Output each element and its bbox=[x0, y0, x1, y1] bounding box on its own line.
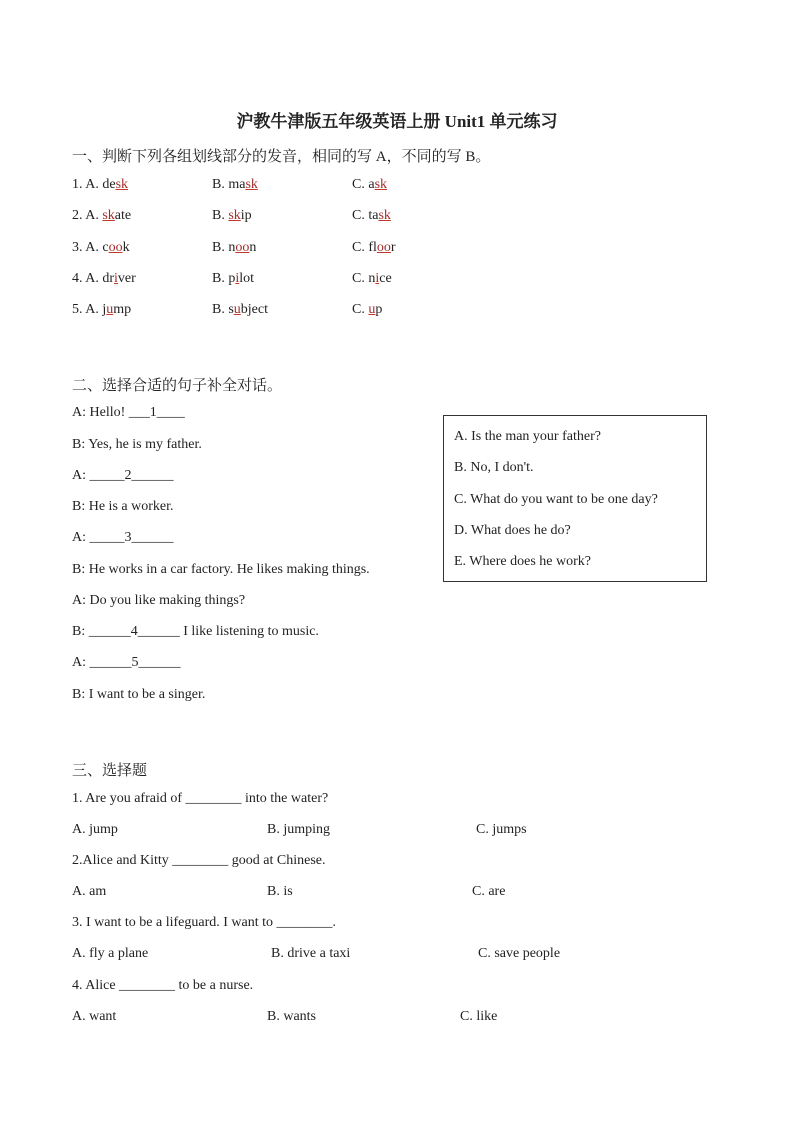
dialogue-line: A: Hello! ___1____ bbox=[72, 405, 185, 420]
word-option-c bbox=[352, 240, 396, 256]
dialogue-line: B: I want to be a singer. bbox=[72, 687, 206, 702]
page-title: 沪教牛津版五年级英语上册 Unit1 单元练习 bbox=[236, 112, 558, 131]
word-option-a bbox=[72, 177, 128, 193]
underlined-letters: sk bbox=[228, 208, 241, 223]
word-prefix: fl bbox=[368, 240, 377, 255]
underlined-letters: sk bbox=[245, 177, 258, 192]
dialogue-line: A: Do you like making things? bbox=[72, 593, 246, 608]
word-suffix: ver bbox=[117, 271, 136, 286]
word-label: C. bbox=[352, 208, 369, 223]
word-option-c bbox=[352, 177, 387, 193]
word-label: B. bbox=[212, 271, 229, 286]
word-prefix: j bbox=[102, 302, 107, 317]
dialogue-line: B: He is a worker. bbox=[72, 499, 174, 514]
word-suffix: ip bbox=[240, 208, 252, 223]
word-prefix: de bbox=[102, 177, 116, 192]
word-label: B. bbox=[212, 240, 229, 255]
word-label: C. bbox=[352, 177, 369, 192]
word-option-b bbox=[212, 177, 258, 193]
option-b: B. No, I don't. bbox=[454, 460, 534, 475]
dialogue-line: A: _____2______ bbox=[72, 468, 174, 483]
word-label: 3. A. bbox=[72, 240, 103, 255]
underlined-letters: u bbox=[368, 302, 376, 317]
answer-b: B. is bbox=[267, 884, 293, 899]
question-text: 1. Are you afraid of ________ into the water? bbox=[72, 791, 329, 806]
word-label: B. bbox=[212, 302, 229, 317]
answer-c: C. save people bbox=[478, 946, 561, 961]
word-option-b bbox=[212, 208, 252, 224]
answer-c: C. are bbox=[472, 884, 506, 899]
underlined-letters: sk bbox=[115, 177, 129, 192]
word-option-b bbox=[212, 302, 268, 318]
underlined-letters: oo bbox=[108, 240, 123, 255]
dialogue-line: A: _____3______ bbox=[72, 530, 174, 545]
option-c: C. What do you want to be one day? bbox=[454, 492, 658, 507]
word-label: B. bbox=[212, 208, 229, 223]
word-label: 4. A. bbox=[72, 271, 103, 286]
dialogue-line: B: He works in a car factory. He likes making things. bbox=[72, 562, 370, 577]
answer-a: A. am bbox=[72, 884, 107, 899]
answer-b: B. wants bbox=[267, 1009, 316, 1024]
section3-heading: 三、选择题 bbox=[72, 763, 148, 779]
word-label: C. bbox=[352, 302, 369, 317]
word-suffix: lot bbox=[239, 271, 255, 286]
option-d: D. What does he do? bbox=[454, 523, 571, 538]
word-prefix: p bbox=[228, 271, 236, 286]
word-option-b bbox=[212, 240, 256, 256]
dialogue-line: A: ______5______ bbox=[72, 655, 181, 670]
section2-heading: 二、选择合适的句子补全对话。 bbox=[72, 378, 283, 394]
underlined-letters: i bbox=[235, 271, 240, 286]
word-suffix: n bbox=[249, 240, 257, 255]
options-box bbox=[443, 415, 707, 582]
underlined-letters: u bbox=[106, 302, 114, 317]
question-text: 3. I want to be a lifeguard. I want to ________. bbox=[72, 915, 336, 930]
underlined-letters: i bbox=[114, 271, 118, 286]
underlined-letters: sk bbox=[102, 208, 115, 223]
word-option-a bbox=[72, 302, 131, 318]
section1-heading: 一、判断下列各组划线部分的发音，相同的写 A，不同的写 B。 bbox=[72, 149, 491, 165]
word-label: C. bbox=[352, 240, 369, 255]
word-suffix: r bbox=[390, 240, 396, 255]
word-label: 1. A. bbox=[72, 177, 103, 192]
word-suffix: mp bbox=[113, 302, 132, 317]
underlined-letters: sk bbox=[378, 208, 391, 223]
answer-b: B. drive a taxi bbox=[271, 946, 351, 961]
word-suffix: p bbox=[375, 302, 383, 317]
word-prefix: ma bbox=[228, 177, 246, 192]
word-prefix: n bbox=[368, 271, 376, 286]
answer-a: A. jump bbox=[72, 822, 118, 837]
underlined-letters: sk bbox=[374, 177, 388, 192]
answer-c: C. like bbox=[460, 1009, 498, 1024]
answer-c: C. jumps bbox=[476, 822, 527, 837]
question-text: 4. Alice ________ to be a nurse. bbox=[72, 978, 254, 993]
word-option-a bbox=[72, 208, 131, 224]
underlined-letters: oo bbox=[376, 240, 391, 255]
question-text: 2.Alice and Kitty ________ good at Chinese. bbox=[72, 853, 326, 868]
word-suffix: ate bbox=[114, 208, 132, 223]
answer-a: A. fly a plane bbox=[72, 946, 149, 961]
dialogue-line: B: Yes, he is my father. bbox=[72, 437, 202, 452]
dialogue-line: B: ______4______ I like listening to music. bbox=[72, 624, 319, 639]
word-label: B. bbox=[212, 177, 229, 192]
word-suffix: ce bbox=[379, 271, 392, 286]
word-label: 5. A. bbox=[72, 302, 103, 317]
word-label: 2. A. bbox=[72, 208, 103, 223]
word-suffix: bject bbox=[240, 302, 269, 317]
word-option-c bbox=[352, 302, 382, 318]
word-option-c bbox=[352, 208, 391, 224]
word-suffix: k bbox=[122, 240, 130, 255]
word-option-b bbox=[212, 271, 254, 287]
word-prefix: ta bbox=[368, 208, 379, 223]
option-a: A. Is the man your father? bbox=[454, 429, 601, 444]
word-prefix: n bbox=[228, 240, 236, 255]
word-option-a bbox=[72, 271, 136, 287]
option-e: E. Where does he work? bbox=[454, 554, 591, 569]
underlined-letters: i bbox=[375, 271, 380, 286]
answer-a: A. want bbox=[72, 1009, 117, 1024]
underlined-letters: oo bbox=[235, 240, 250, 255]
word-prefix: s bbox=[228, 302, 234, 317]
word-option-a bbox=[72, 240, 130, 256]
word-prefix: c bbox=[102, 240, 109, 255]
word-label: C. bbox=[352, 271, 369, 286]
underlined-letters: u bbox=[233, 302, 241, 317]
answer-b: B. jumping bbox=[267, 822, 331, 837]
word-prefix: dr bbox=[102, 271, 115, 286]
word-prefix: a bbox=[368, 177, 375, 192]
word-option-c bbox=[352, 271, 392, 287]
